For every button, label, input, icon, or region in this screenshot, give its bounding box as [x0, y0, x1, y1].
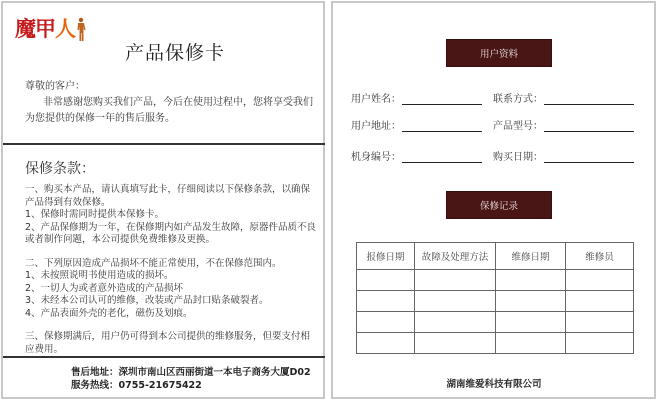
service-address: 售后地址：深圳市南山区西丽街道一本电子商务大厦D02	[71, 367, 311, 378]
user-address-input-line[interactable]	[402, 122, 482, 132]
terms-section-2: 二、下列原因造成产品损坏不能正常使用，不在保修范围内。	[25, 257, 282, 269]
contact-field[interactable]: 联系方式：	[493, 91, 634, 105]
table-row	[357, 291, 634, 312]
terms-item: 2、产品保修期为一年，在保修期内如产品发生故障，原器件品质不良或者制作问题，本公司提供免费维修及更换。	[25, 221, 317, 245]
terms-item: 1、保修时需同时提供本保修卡。	[25, 209, 165, 220]
purchase-date-field[interactable]: 购买日期：	[493, 149, 634, 163]
table-cell[interactable]	[415, 291, 496, 312]
table-cell[interactable]	[357, 291, 415, 312]
terms-item: 3、未经本公司认可的维修，改装或产品封口贴条破裂者。	[25, 295, 269, 306]
table-cell[interactable]	[566, 333, 634, 354]
table-row	[357, 312, 634, 333]
terms-heading: 保修条款：	[25, 161, 95, 177]
table-cell[interactable]	[496, 291, 566, 312]
terms-section-1: 一、购买本产品，请认真填写此卡，仔细阅读以下保修条款，以确保产品得到有效保修。	[25, 184, 311, 208]
table-cell[interactable]	[496, 333, 566, 354]
table-cell[interactable]	[566, 312, 634, 333]
table-cell[interactable]	[566, 270, 634, 291]
contact-input-line[interactable]	[544, 95, 634, 105]
column-header: 维修员	[566, 243, 634, 270]
company-name: 湖南维爱科技有限公司	[446, 379, 542, 390]
column-header: 维修日期	[496, 243, 566, 270]
terms-body	[25, 184, 317, 356]
product-model-field[interactable]: 产品型号：	[493, 118, 634, 132]
column-header: 报修日期	[357, 243, 415, 270]
service-hotline: 服务热线：0755-21675422	[71, 380, 202, 391]
warranty-record-header: 保修记录	[446, 191, 552, 219]
purchase-date-input-line[interactable]	[544, 153, 634, 163]
table-cell[interactable]	[357, 333, 415, 354]
table-cell[interactable]	[496, 270, 566, 291]
terms-item: 4、产品表面外壳的老化，磁伤及划痕。	[25, 307, 193, 319]
warranty-card-front	[1, 1, 325, 399]
service-info	[71, 366, 311, 392]
serial-number-input-line[interactable]	[402, 153, 482, 163]
user-address-field[interactable]: 用户地址：	[351, 118, 482, 132]
table-cell[interactable]	[415, 312, 496, 333]
table-row	[357, 270, 634, 291]
user-name-field[interactable]: 用户姓名：	[351, 91, 482, 105]
serial-number-field[interactable]: 机身编号：	[351, 149, 482, 163]
table-cell[interactable]	[357, 312, 415, 333]
table-cell[interactable]	[496, 312, 566, 333]
greeting: 尊敬的客户：	[25, 81, 85, 92]
terms-item: 2、一切人为或者意外造成的产品损坏	[25, 282, 184, 294]
warranty-card-back	[331, 1, 656, 399]
user-name-input-line[interactable]	[402, 95, 482, 105]
terms-item: 1、未按照说明书使用造成的损坏。	[25, 270, 174, 281]
product-model-input-line[interactable]	[544, 122, 634, 132]
warranty-record-table	[356, 242, 634, 354]
intro-paragraph: 非常感谢您购买我们产品，今后在使用过程中，您将享受我们为您提供的保修一年的售后服务。	[25, 97, 313, 124]
table-row	[357, 333, 634, 354]
logo-text: 魔甲人	[15, 17, 75, 41]
table-cell[interactable]	[357, 270, 415, 291]
divider	[3, 143, 325, 145]
page-title: 产品保修卡	[124, 42, 225, 64]
table-cell[interactable]	[415, 333, 496, 354]
user-info-header: 用户资料	[446, 39, 552, 67]
column-header: 故障及处理方法	[415, 243, 496, 270]
table-cell[interactable]	[566, 291, 634, 312]
table-header-row	[357, 243, 634, 270]
terms-section-3: 三、保修期满后，用户仍可得到本公司提供的维修服务，但要支付相应费用。	[25, 331, 311, 355]
divider	[3, 356, 325, 358]
table-cell[interactable]	[415, 270, 496, 291]
